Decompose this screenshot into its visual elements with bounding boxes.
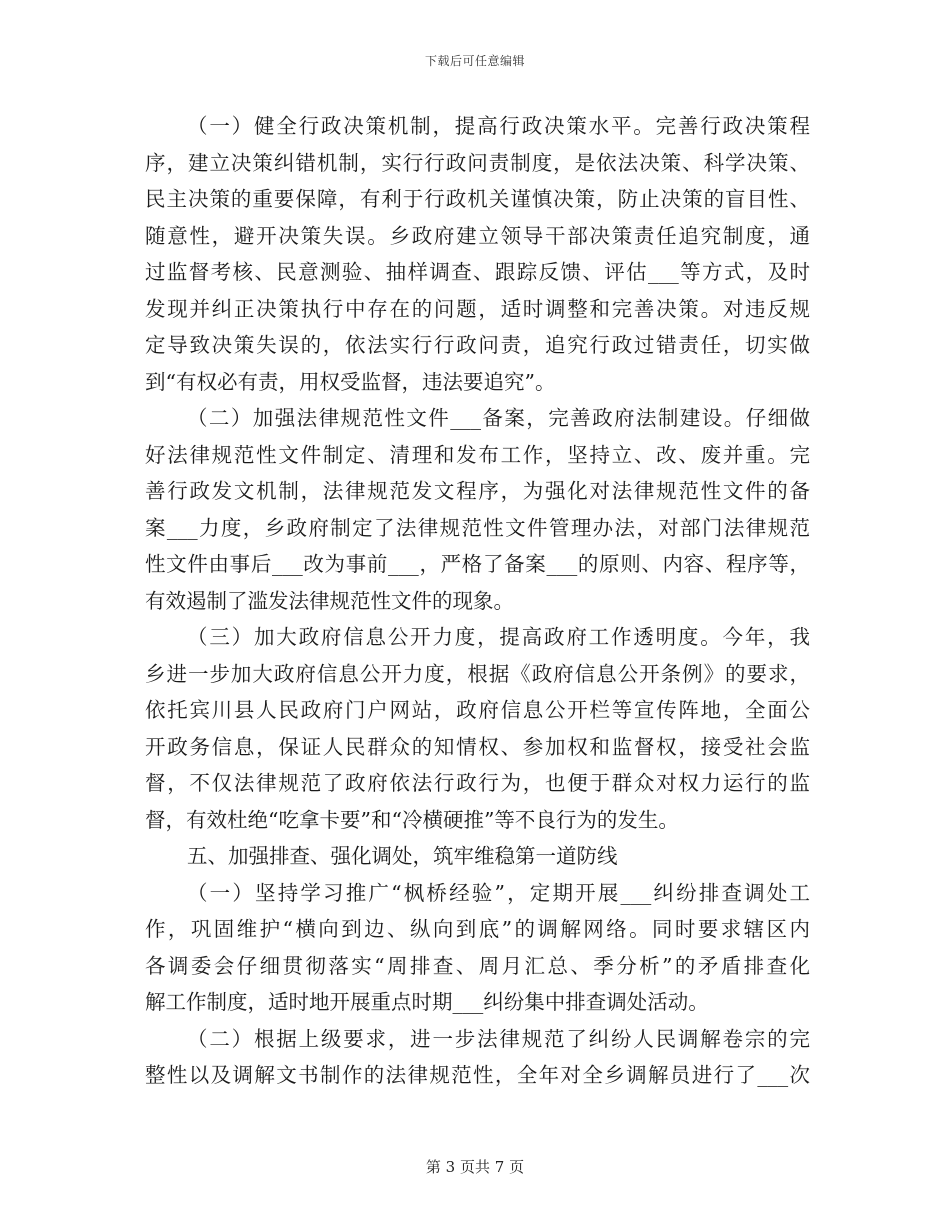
text-line: 民主决策的重要保障，有利于行政机关谨慎决策，防止决策的盲目性、 <box>145 187 810 211</box>
text-line: 各调委会仔细贯彻落实“周排查、周月汇总、季分析”的矛盾排查化 <box>145 953 810 978</box>
text-line: 案___力度，乡政府制定了法律规范性文件管理办法，对部门法律规范 <box>145 515 810 540</box>
text-line: （二）根据上级要求，进一步法律规范了纠纷人民调解卷宗的完 <box>187 1026 810 1051</box>
page-footer: 第 3 页共 7 页 <box>425 1158 525 1176</box>
text-line: 序，建立决策纠错机制，实行行政问责制度，是依法决策、科学决策、 <box>145 150 810 175</box>
text-line: 有效遏制了滥发法律规范性文件的现象。 <box>145 588 514 613</box>
text-line: 依托宾川县人民政府门户网站，政府信息公开栏等宣传阵地，全面公 <box>145 698 810 722</box>
text-line: 作，巩固维护“横向到边、纵向到底”的调解网络。同时要求辖区内 <box>145 917 810 941</box>
text-line: 定导致决策失误的，依法实行行政问责，追究行政过错责任，切实做 <box>145 333 810 357</box>
text-line: 乡进一步加大政府信息公开力度，根据《政府信息公开条例》的要求， <box>145 661 810 686</box>
text-line: （一）健全行政决策机制，提高行政决策水平。完善行政决策程 <box>187 114 810 138</box>
text-line: 开政务信息，保证人民群众的知情权、参加权和监督权，接受社会监 <box>145 734 810 759</box>
text-line: 随意性，避开决策失误。乡政府建立领导干部决策责任追究制度，通 <box>145 223 810 248</box>
text-line: 过监督考核、民意测验、抽样调查、跟踪反馈、评估___等方式，及时 <box>145 260 810 284</box>
text-line: 到“有权必有责，用权受监督，违法要追究”。 <box>145 369 556 394</box>
document-body <box>145 108 810 1094</box>
text-line: 善行政发文机制，法律规范发文程序，为强化对法律规范性文件的备 <box>145 479 810 503</box>
text-line: 好法律规范性文件制定、清理和发布工作，坚持立、改、废并重。完 <box>145 442 810 467</box>
text-line: 性文件由事后___改为事前___，严格了备案___的原则、内容、程序等， <box>145 552 810 576</box>
text-line: 五、加强排查、强化调处，筑牢维稳第一道防线 <box>187 844 618 868</box>
text-line: （三）加大政府信息公开力度，提高政府工作透明度。今年，我 <box>187 625 810 649</box>
text-line: 发现并纠正决策执行中存在的问题，适时调整和完善决策。对违反规 <box>145 296 810 321</box>
text-line: 解工作制度，适时地开展重点时期___纠纷集中排查调处活动。 <box>145 990 709 1014</box>
text-line: 督，有效杜绝“吃拿卡要”和“冷横硬推”等不良行为的发生。 <box>145 807 679 832</box>
text-line: 督，不仅法律规范了政府依法行政行为，也便于群众对权力运行的监 <box>145 771 810 795</box>
text-line: （二）加强法律规范性文件___备案，完善政府法制建设。仔细做 <box>187 406 810 430</box>
page-header: 下载后可任意编辑 <box>424 54 525 68</box>
text-line: 整性以及调解文书制作的法律规范性，全年对全乡调解员进行了___次 <box>145 1063 810 1087</box>
text-line: （一）坚持学习推广“枫桥经验”，定期开展___纠纷排查调处工 <box>187 880 810 905</box>
